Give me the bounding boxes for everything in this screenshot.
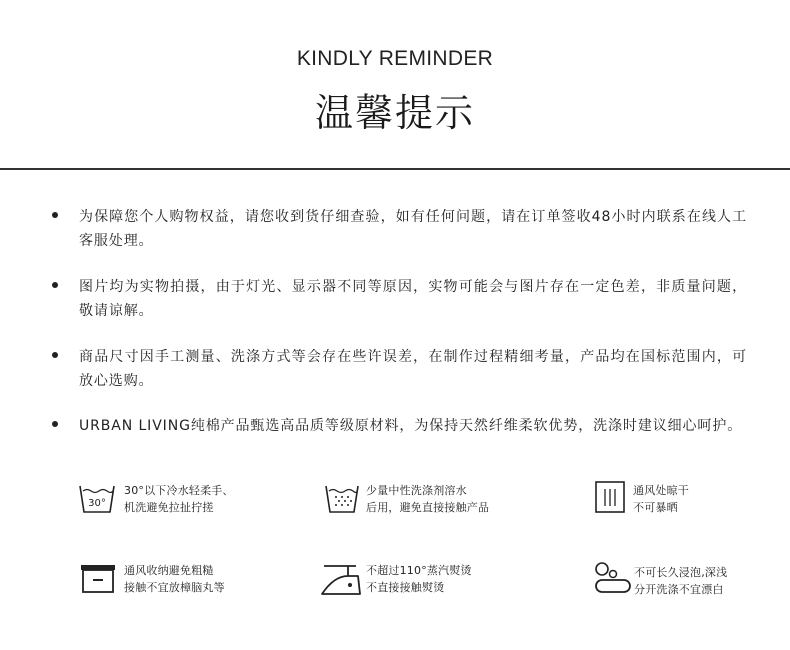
care-label: 通风收纳避免粗糙 — [124, 564, 214, 577]
care-label: 接触不宜放樟脑丸等 — [124, 581, 225, 594]
detergent-wash-icon — [324, 482, 364, 516]
bullet-icon — [52, 282, 58, 288]
care-item-soak — [592, 560, 762, 600]
care-label: 后用，避免直接接触产品 — [366, 501, 490, 514]
bullet-icon — [52, 212, 58, 218]
bullet-icon — [52, 421, 58, 427]
care-label: 不可暴晒 — [633, 501, 678, 514]
care-item-dry — [594, 480, 734, 520]
care-item-iron — [320, 562, 520, 602]
iron-110-icon — [320, 562, 364, 598]
no-soak-icon — [592, 560, 634, 596]
care-label: 少量中性洗涤剂溶水 — [366, 484, 467, 497]
title-en: KINDLY REMINDER — [296, 47, 494, 70]
care-instructions — [0, 478, 790, 618]
care-label: 不直接接触熨烫 — [366, 581, 445, 594]
note-text: 商品尺寸因手工测量、洗涤方式等会存在些许误差，在制作过程精细考量，产品均在国标范围内，可放心选购。 — [79, 349, 747, 389]
care-label: 通风处晾干 — [633, 484, 689, 497]
note-text: URBAN LIVING纯棉产品甄选高品质等级原材料，为保持天然纤维柔软优势，洗涤时建议细心呵护。 — [79, 418, 743, 434]
wash-temp-label: 30° — [88, 498, 106, 509]
care-item-wash — [78, 482, 258, 522]
care-item-storage — [80, 562, 260, 602]
care-label: 机洗避免拉扯拧搓 — [124, 501, 214, 514]
shade-dry-icon — [594, 480, 626, 514]
storage-box-icon — [80, 562, 116, 596]
care-item-detergent — [324, 482, 524, 522]
care-label: 不超过110°蒸汽熨烫 — [366, 564, 472, 577]
note-text: 为保障您个人购物权益，请您收到货仔细查验，如有任何问题，请在订单签收48小时内联系在线人工客服处理。 — [79, 209, 747, 249]
note-text: 图片均为实物拍摄，由于灯光、显示器不同等原因，实物可能会与图片存在一定色差，非质量问题，敬请谅解。 — [79, 279, 747, 319]
header — [0, 0, 790, 170]
bullet-icon — [52, 352, 58, 358]
care-label: 分开洗涤不宜漂白 — [634, 583, 724, 596]
title-cn: 温馨提示 — [314, 91, 475, 135]
wash-30-icon — [78, 482, 118, 516]
care-label: 30°以下冷水轻柔手、 — [124, 484, 234, 497]
divider — [0, 168, 790, 170]
care-label: 不可长久浸泡,深浅 — [634, 566, 728, 579]
